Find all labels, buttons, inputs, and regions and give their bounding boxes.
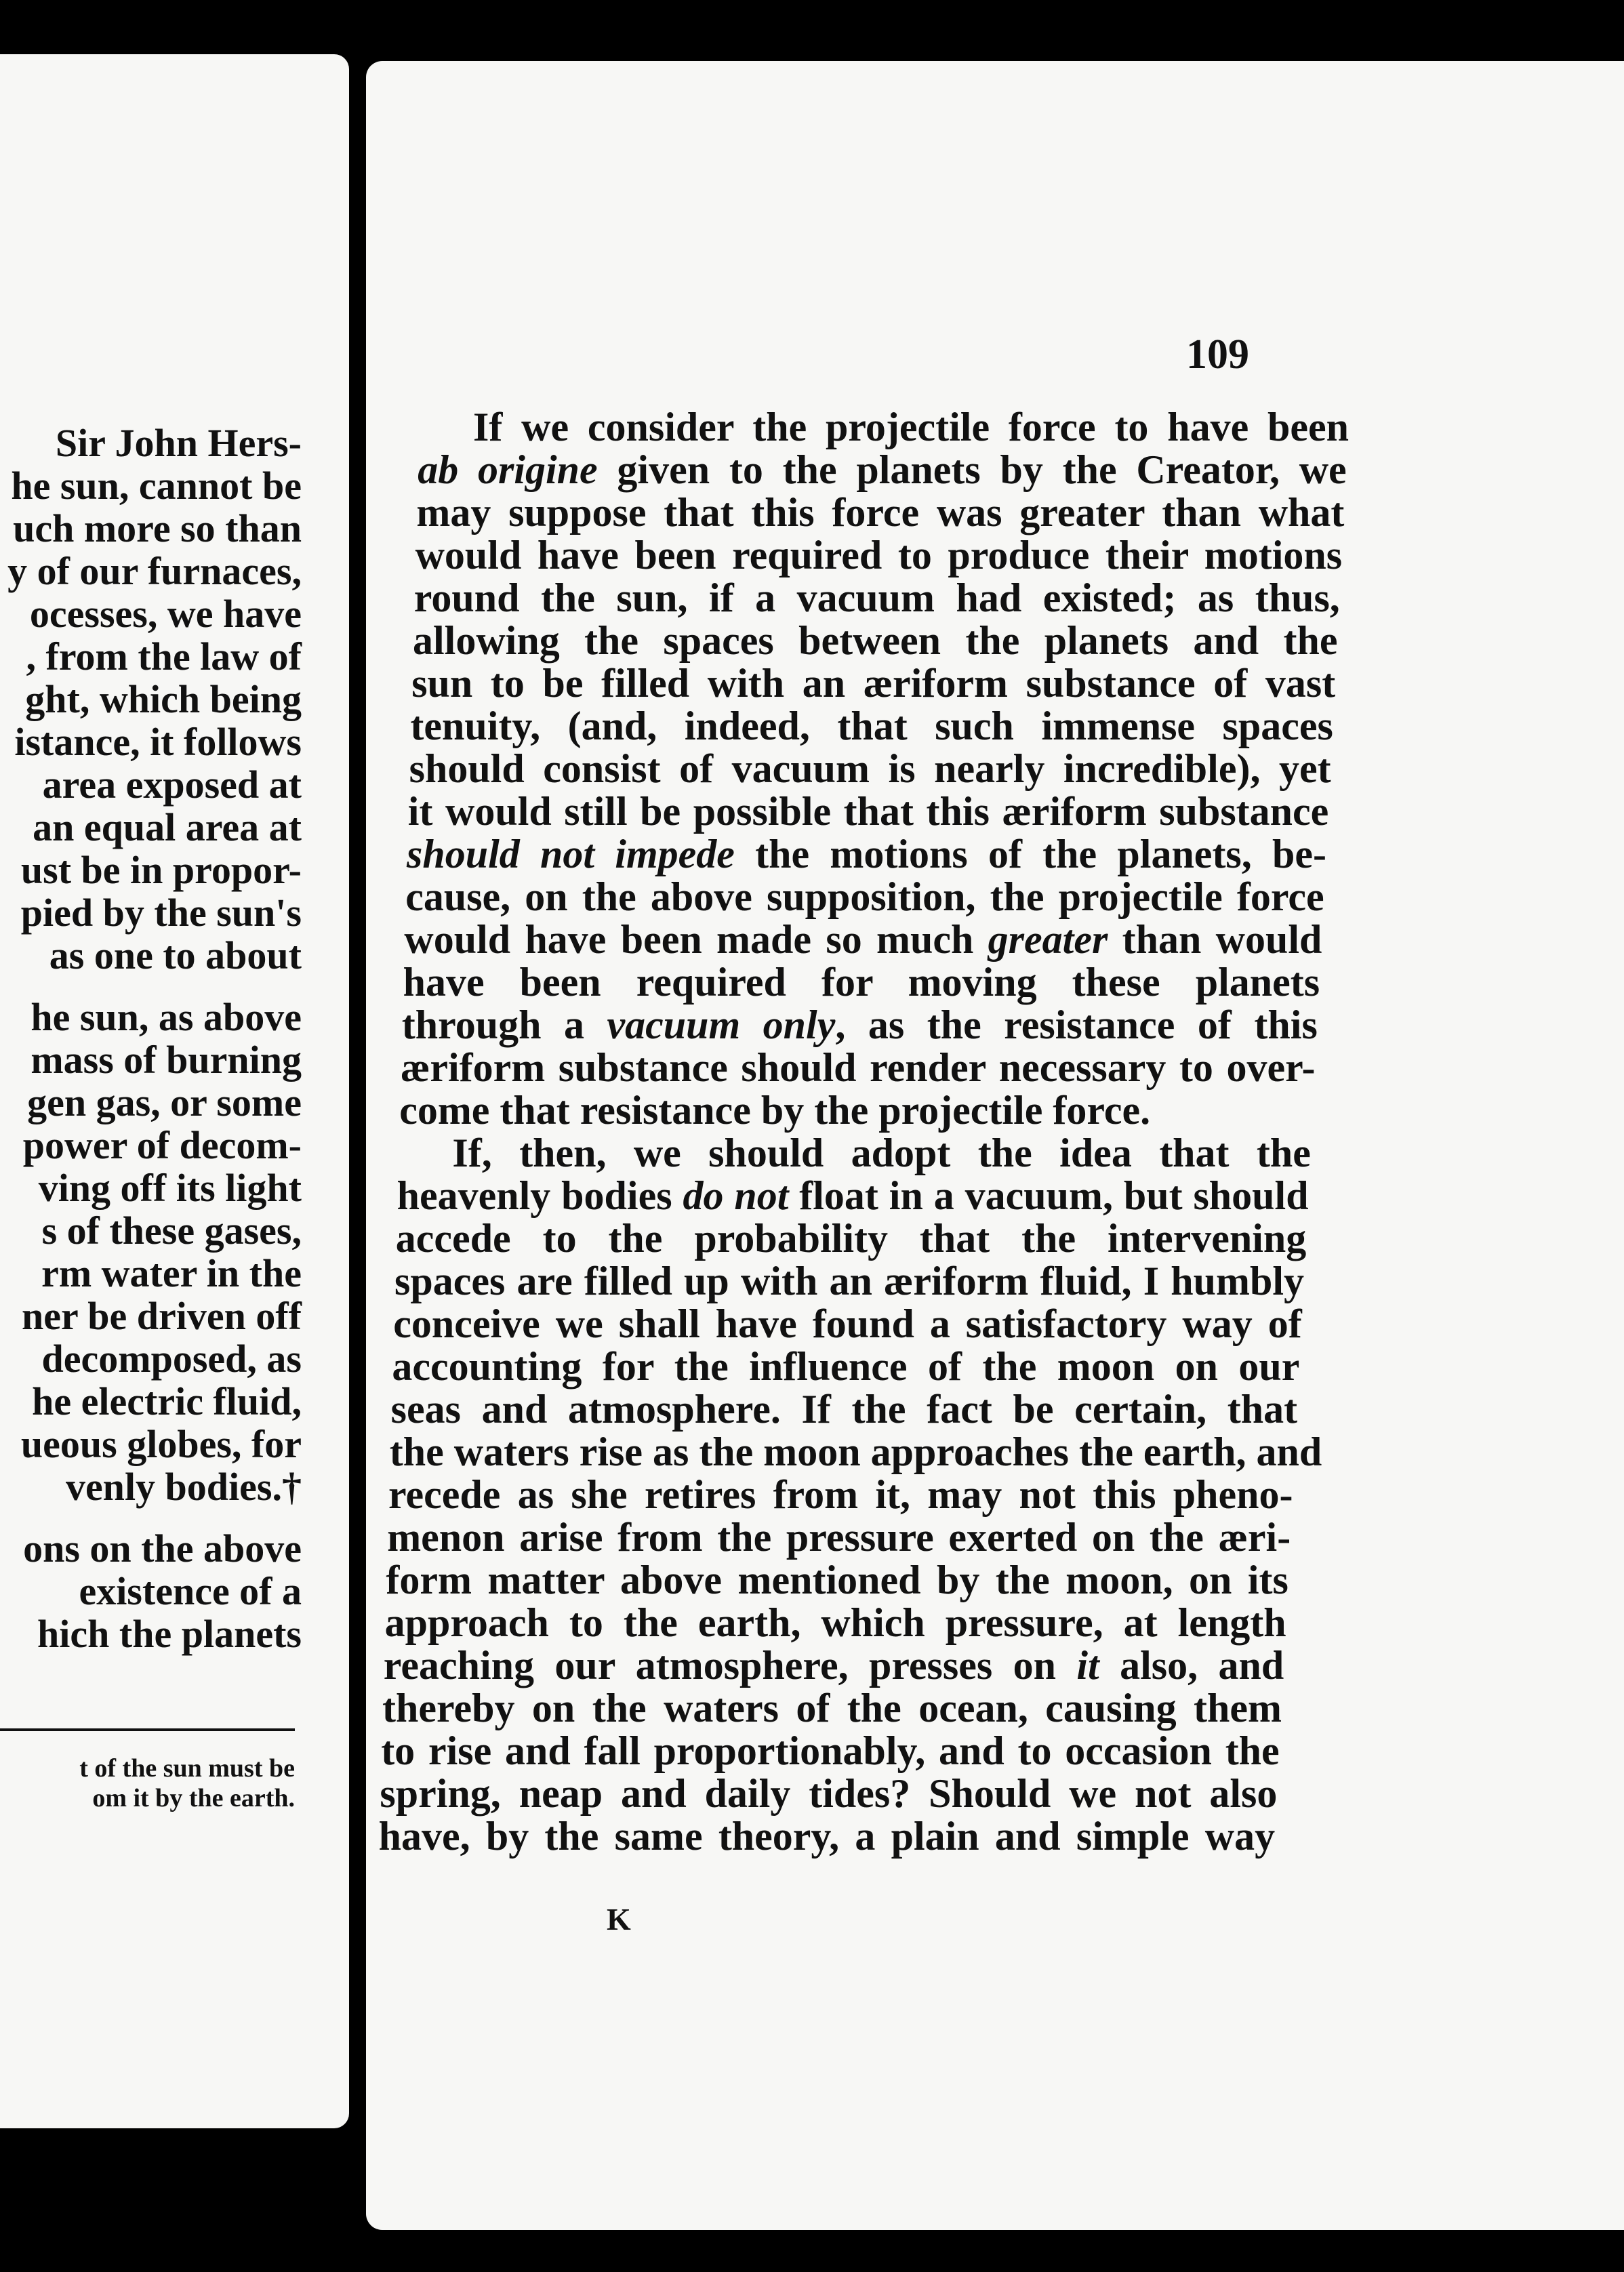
left-text-line: pied by the sun's xyxy=(20,891,302,935)
left-page xyxy=(0,54,349,2128)
italic-emphasis: ab origine xyxy=(418,447,598,492)
left-text-line: ueous globes, for xyxy=(20,1422,302,1466)
left-text-line: rm water in the xyxy=(41,1251,302,1295)
italic-emphasis: do not xyxy=(683,1173,789,1218)
left-text-line: ocesses, we have xyxy=(29,592,302,636)
footnote-rule xyxy=(0,1728,295,1731)
left-text-line: mass of burning xyxy=(31,1038,302,1082)
footnote-line: t of the sun must be xyxy=(79,1754,295,1783)
left-text-line: decomposed, as xyxy=(41,1337,302,1381)
right-text-line: should consist of vacuum is nearly incredible), yet xyxy=(409,746,1331,791)
right-text-line: form matter above mentioned by the moon, on its xyxy=(386,1558,1288,1602)
right-text-line: would have been required to produce their motions xyxy=(415,533,1343,577)
right-text-line: allowing the spaces between the planets and the xyxy=(413,618,1338,663)
right-text-line: come that resistance by the projectile force. xyxy=(399,1088,1151,1133)
page-number: 109 xyxy=(1186,331,1249,378)
left-text-line: ving off its light xyxy=(38,1166,302,1210)
left-text-line: istance, it follows xyxy=(14,720,302,764)
left-text-line: venly bodies.† xyxy=(65,1465,302,1509)
left-text-line: he sun, cannot be xyxy=(11,464,302,508)
right-text-line: it would still be possible that this æriform substance xyxy=(407,789,1329,834)
italic-emphasis: it xyxy=(1076,1643,1099,1688)
right-text-line: cause, on the above supposition, the projectile force xyxy=(405,874,1324,919)
right-text-line: tenuity, (and, indeed, that such immense spaces xyxy=(410,704,1333,748)
left-text-line: he electric fluid, xyxy=(32,1379,302,1423)
right-text-line: thereby on the waters of the ocean, causing them xyxy=(382,1686,1282,1730)
right-text-line: ab origine given to the planets by the Creator, we xyxy=(418,447,1347,492)
right-text-line: heavenly bodies do not float in a vacuum, but should xyxy=(397,1173,1309,1218)
right-text-line: sun to be filled with an æriform substance of vast xyxy=(411,661,1336,706)
right-text-line: would have been made so much greater than would xyxy=(404,917,1322,962)
left-text-line: an equal area at xyxy=(33,805,302,849)
footnote-line: om it by the earth. xyxy=(92,1784,295,1812)
right-text-line: accounting for the influence of the moon on our xyxy=(392,1344,1300,1389)
left-text-line: existence of a xyxy=(79,1569,302,1613)
signature-mark: K xyxy=(607,1902,631,1936)
italic-emphasis: vacuum only xyxy=(607,1002,836,1047)
right-text-line: may suppose that this force was greater than what xyxy=(416,490,1345,535)
right-text-line: æriform substance should render necessary to over- xyxy=(401,1045,1316,1090)
right-text-line: If we consider the projectile force to have been xyxy=(473,405,1349,449)
left-text-line: uch more so than xyxy=(13,506,302,550)
right-text-line: seas and atmosphere. If the fact be certain, that xyxy=(390,1387,1298,1432)
left-text-line: ner be driven off xyxy=(22,1294,302,1338)
left-text-line: y of our furnaces, xyxy=(7,549,302,593)
right-text-line: If, then, we should adopt the idea that the xyxy=(452,1131,1311,1175)
right-text-line: accede to the probability that the intervening xyxy=(395,1216,1307,1261)
left-text-line: gen gas, or some xyxy=(27,1080,302,1124)
right-text-line: to rise and fall proportionably, and to occasion the xyxy=(381,1728,1280,1773)
left-text-line: ust be in propor- xyxy=(20,848,302,892)
italic-emphasis: should not impede xyxy=(407,832,735,876)
left-text-line: power of decom- xyxy=(22,1123,302,1167)
right-text-line: approach to the earth, which pressure, at length xyxy=(384,1600,1286,1645)
left-text-line: he sun, as above xyxy=(31,995,302,1039)
right-text-line: the waters rise as the moon approaches the earth, and xyxy=(389,1429,1322,1474)
left-text-line: , from the law of xyxy=(26,634,302,678)
right-page xyxy=(366,61,1624,2230)
right-text-line: spaces are filled up with an æriform fluid, I humbly xyxy=(394,1259,1304,1303)
left-text-line: area exposed at xyxy=(42,763,302,807)
left-text-line: ons on the above xyxy=(23,1526,302,1570)
left-text-line: Sir John Hers- xyxy=(55,421,302,465)
left-text-line: ght, which being xyxy=(25,677,302,721)
left-text-line: hich the planets xyxy=(37,1612,302,1656)
right-text-line: have, by the same theory, a plain and simple way xyxy=(378,1814,1276,1859)
right-text-line: reaching our atmosphere, presses on it also, and xyxy=(383,1643,1284,1688)
right-text-line: menon arise from the pressure exerted on the æri- xyxy=(387,1515,1291,1560)
italic-emphasis: greater xyxy=(988,917,1108,962)
right-text-line: round the sun, if a vacuum had existed; as thus, xyxy=(413,575,1340,620)
right-text-line: conceive we shall have found a satisfactory way of xyxy=(393,1301,1302,1346)
right-text-line: spring, neap and daily tides? Should we not also xyxy=(380,1771,1278,1816)
left-text-line: as one to about xyxy=(49,933,302,977)
right-text-line: recede as she retires from it, may not this pheno- xyxy=(388,1472,1293,1517)
right-text-line: should not impede the motions of the planets, be- xyxy=(407,832,1326,876)
left-text-line: s of these gases, xyxy=(41,1209,302,1253)
right-text-line: through a vacuum only, as the resistance of this xyxy=(401,1002,1318,1047)
right-text-line: have been required for moving these planets xyxy=(403,960,1320,1005)
